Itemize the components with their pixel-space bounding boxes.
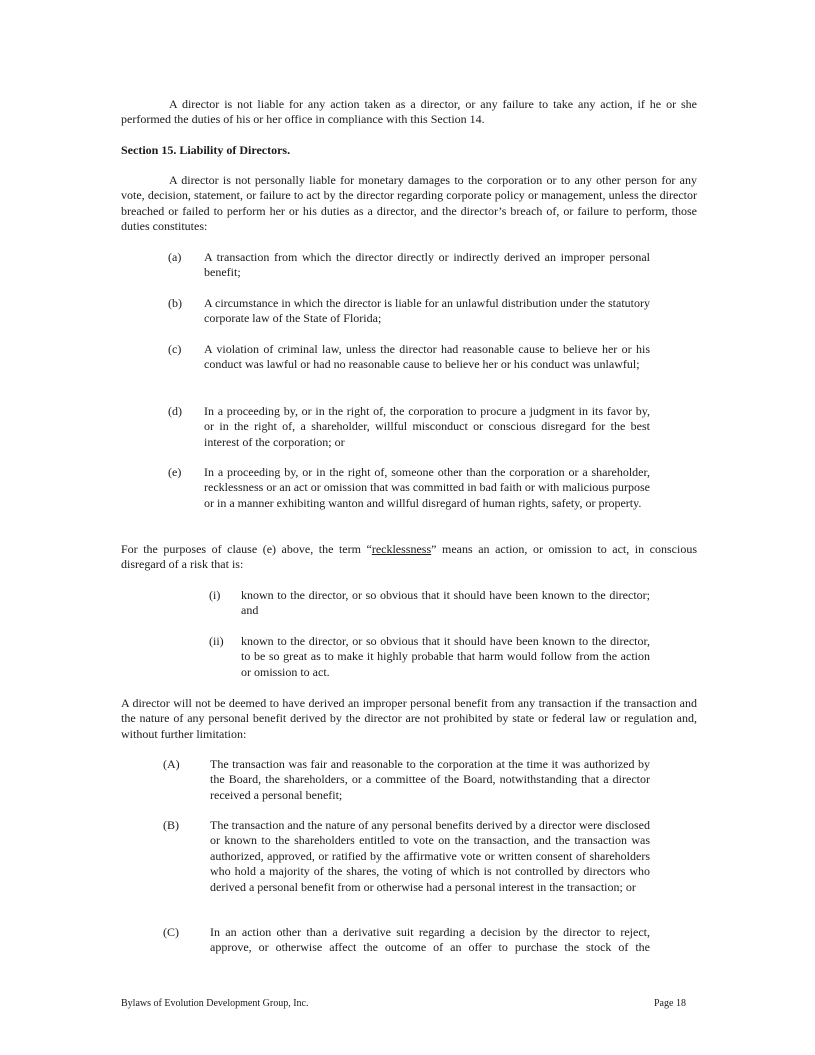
condition-label: (c) [168, 342, 182, 356]
condition-label: (d) [168, 404, 182, 418]
condition-label: (b) [168, 296, 182, 310]
benefit-paragraph: A director will not be deemed to have derived an improper personal benefit from any transaction if the transaction and the nature of any personal benefit derived by the director are not prohibited by state or federal law or regulation and, without further limitation: [121, 696, 697, 741]
footer-document-title: Bylaws of Evolution Development Group, Inc. [121, 998, 309, 1009]
condition-label: (e) [168, 465, 182, 479]
intro-paragraph: A director is not liable for any action taken as a director, or any failure to take any action, if he or she performed the duties of his or her office in compliance with this Section 14. [121, 97, 697, 127]
condition-label: (a) [168, 250, 182, 264]
risk-label: (ii) [209, 634, 224, 648]
risk-text: known to the director, or so obvious that it should have been known to the director; and [241, 588, 650, 618]
recklessness-paragraph [121, 542, 697, 573]
recklessness-term: recklessness [371, 542, 432, 556]
benefit-label: (A) [163, 757, 180, 771]
benefit-text: The transaction and the nature of any personal benefits derived by a director were disclosed or known to the shareholders entitled to vote on the transaction, and the transaction was authorized, approved, or ratified by the affirmative vote or written consent of shareholders who hold a majority of the shares, the voting of which is not controlled by directors who derived a personal benefit from or otherwise had a personal interest in the transaction; or [210, 818, 650, 894]
condition-text: A circumstance in which the director is liable for an unlawful distribution under the statutory corporate law of the State of Florida; [204, 296, 650, 326]
liability-paragraph: A director is not personally liable for monetary damages to the corporation or to any other person for any vote, decision, statement, or failure to act by the director regarding corporate policy or management, unless the director breached or failed to perform her or his duties as a director, and the director’s breach of, or failure to perform, those duties constitutes: [121, 173, 697, 234]
benefit-label: (C) [163, 925, 179, 939]
section-heading: Section 15. Liability of Directors. [121, 143, 291, 157]
condition-text: In a proceeding by, or in the right of, the corporation to procure a judgment in its favor by, or in the right of, a shareholder, willful misconduct or conscious disregard for the best interest of the corporation; or [204, 404, 650, 449]
risk-label: (i) [209, 588, 221, 602]
condition-text: A transaction from which the director directly or indirectly derived an improper personal benefit; [204, 250, 650, 280]
benefit-text: In an action other than a derivative suit regarding a decision by the director to reject, approve, or otherwise affect the outcome of an offer to purchase the stock of the [210, 925, 650, 955]
recklessness-after: ” means an action, or omission to act, in conscious disregard of a risk that is: [121, 542, 698, 572]
risk-text: known to the director, or so obvious that it should have been known to the director, to be so great as to make it highly probable that harm would follow from the action or omission to act. [241, 634, 650, 679]
footer-page-number: Page 18 [654, 998, 686, 1009]
condition-text: In a proceeding by, or in the right of, someone other than the corporation or a shareholder, recklessness or an act or omission that was committed in bad faith or with malicious purpose or in a manner exhibiting wanton and willful disregard of human rights, safety, or property. [204, 465, 650, 510]
condition-text: A violation of criminal law, unless the director had reasonable cause to believe her or his conduct was lawful or had no reasonable cause to believe her or his conduct was unlawful; [204, 342, 650, 372]
benefit-label: (B) [163, 818, 179, 832]
benefit-text: The transaction was fair and reasonable to the corporation at the time it was authorized by the Board, the shareholders, or a committee of the Board, notwithstanding that a director received a personal benefit; [210, 757, 650, 802]
recklessness-before: For the purposes of clause (e) above, the term “ [121, 542, 372, 556]
